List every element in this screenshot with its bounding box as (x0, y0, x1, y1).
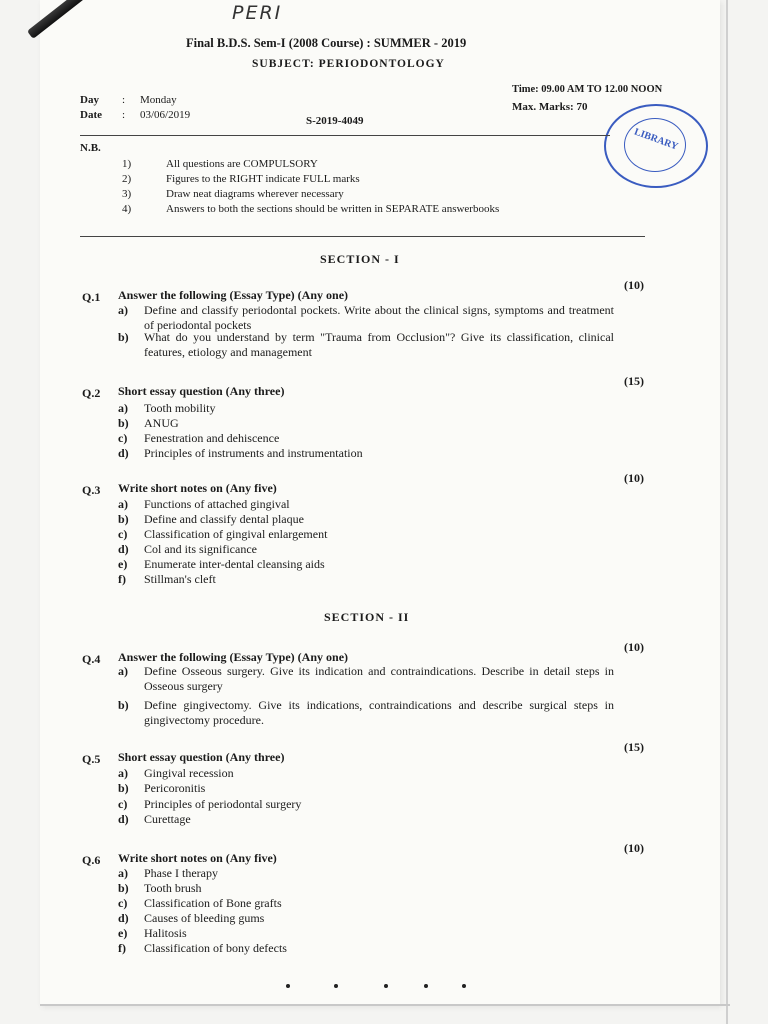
question-item (118, 797, 618, 812)
question-marks: (10) (624, 841, 644, 855)
stamp-text: LIBRARY (632, 126, 680, 153)
item-text: Tooth brush (144, 881, 202, 895)
item-text: What do you understand by term "Trauma from Occlusion"? Give its classification, clinical features, etiology and management (144, 330, 614, 359)
question-text: Short essay question (Any three) (118, 384, 285, 398)
exam-time: Time: 09.00 AM TO 12.00 NOON (512, 84, 663, 95)
page-edge (40, 1004, 730, 1006)
nb-label: N.B. (80, 142, 101, 154)
question-number: Q.4 (82, 652, 101, 666)
item-text: Gingival recession (144, 766, 234, 780)
item-label: e) (118, 926, 128, 940)
question-text: Answer the following (Essay Type) (Any one) (118, 650, 349, 664)
question-item (118, 527, 618, 542)
item-text: Stillman's cleft (144, 572, 216, 586)
question-marks: (15) (624, 374, 644, 388)
end-dot (424, 984, 428, 988)
question-item (118, 881, 618, 896)
nb-item-text: All questions are COMPULSORY (166, 158, 318, 170)
question-item (118, 911, 618, 926)
end-dot (286, 984, 290, 988)
divider (80, 135, 610, 136)
item-label: b) (118, 330, 129, 344)
nb-item-number: 4) (122, 203, 132, 215)
item-label: a) (118, 664, 128, 678)
question-item (118, 542, 618, 557)
item-label: d) (118, 446, 129, 460)
divider (80, 236, 645, 237)
page-edge (726, 0, 728, 1024)
question-number: Q.3 (82, 483, 101, 497)
item-text: Classification of Bone grafts (144, 896, 282, 910)
item-text: Causes of bleeding gums (144, 911, 265, 925)
section-2-title: SECTION - II (324, 610, 410, 624)
item-label: c) (118, 527, 128, 541)
item-text: Enumerate inter-dental cleansing aids (144, 557, 325, 571)
question-item (118, 416, 618, 431)
item-label: a) (118, 766, 128, 780)
question-marks: (15) (624, 740, 644, 754)
question-marks: (10) (624, 471, 644, 485)
item-label: c) (118, 896, 128, 910)
item-label: d) (118, 911, 129, 925)
item-label: b) (118, 698, 129, 712)
item-label: a) (118, 497, 128, 511)
nb-item-text: Draw neat diagrams wherever necessary (166, 188, 344, 200)
nb-item-number: 2) (122, 173, 132, 185)
item-label: c) (118, 797, 128, 811)
question-number: Q.1 (82, 290, 101, 304)
item-label: b) (118, 881, 129, 895)
nb-item-number: 3) (122, 188, 132, 200)
item-text: Tooth mobility (144, 401, 216, 415)
item-text: Principles of periodontal surgery (144, 797, 302, 811)
question-item (118, 557, 618, 572)
question-marks: (10) (624, 278, 644, 292)
item-label: f) (118, 572, 126, 586)
item-text: Col and its significance (144, 542, 257, 556)
date-label: Date (80, 109, 102, 121)
question-item (118, 812, 618, 827)
item-text: Fenestration and dehiscence (144, 431, 280, 445)
nb-item-number: 1) (122, 158, 132, 170)
question-text: Short essay question (Any three) (118, 750, 285, 764)
item-label: f) (118, 941, 126, 955)
item-text: Define Osseous surgery. Give its indication and contraindications. Describe in detail steps in Osseous surgery (144, 664, 614, 693)
item-text: ANUG (144, 416, 179, 430)
item-text: Classification of bony defects (144, 941, 287, 955)
day-value: Monday (140, 94, 177, 106)
max-marks: Max. Marks: 70 (512, 101, 588, 113)
item-label: a) (118, 303, 128, 317)
section-1-title: SECTION - I (320, 252, 400, 266)
question-item (118, 497, 618, 512)
handwritten-note: PERI (232, 2, 283, 24)
item-label: c) (118, 431, 128, 445)
nb-item-text: Figures to the RIGHT indicate FULL marks (166, 173, 360, 185)
paper-code: S-2019-4049 (306, 115, 364, 127)
question-number: Q.5 (82, 752, 101, 766)
item-label: a) (118, 401, 128, 415)
day-colon: : (122, 94, 126, 106)
question-text: Write short notes on (Any five) (118, 481, 277, 495)
exam-title: Final B.D.S. Sem-I (2008 Course) : SUMMER - 2019 (186, 36, 467, 50)
question-item (118, 512, 618, 527)
item-text: Principles of instruments and instrumentation (144, 446, 363, 460)
question-item (118, 446, 618, 461)
question-text: Answer the following (Essay Type) (Any one) (118, 288, 349, 302)
end-dot (384, 984, 388, 988)
question-item (118, 866, 618, 881)
end-dot (462, 984, 466, 988)
question-text: Write short notes on (Any five) (118, 851, 277, 865)
date-colon: : (122, 109, 126, 121)
question-item (118, 401, 618, 416)
question-item (118, 664, 618, 696)
item-label: b) (118, 512, 129, 526)
item-text: Phase I therapy (144, 866, 218, 880)
question-number: Q.6 (82, 853, 101, 867)
nb-item-text: Answers to both the sections should be written in SEPARATE answerbooks (166, 203, 500, 215)
item-label: a) (118, 866, 128, 880)
question-item (118, 781, 618, 796)
item-text: Halitosis (144, 926, 187, 940)
question-item (118, 431, 618, 446)
question-item (118, 572, 618, 587)
question-item (118, 926, 618, 941)
date-value: 03/06/2019 (140, 109, 191, 121)
day-label: Day (80, 94, 99, 106)
question-number: Q.2 (82, 386, 101, 400)
question-marks: (10) (624, 640, 644, 654)
question-item (118, 698, 618, 730)
item-label: e) (118, 557, 128, 571)
item-text: Define and classify periodontal pockets. Write about the clinical signs, symptoms and treatment of periodontal pockets (144, 303, 614, 332)
library-stamp (604, 104, 708, 188)
item-text: Functions of attached gingival (144, 497, 290, 511)
question-item (118, 941, 618, 956)
end-dot (334, 984, 338, 988)
item-text: Curettage (144, 812, 191, 826)
item-text: Classification of gingival enlargement (144, 527, 328, 541)
question-item (118, 330, 618, 362)
item-label: d) (118, 812, 129, 826)
item-label: b) (118, 416, 129, 430)
item-label: b) (118, 781, 129, 795)
item-text: Pericoronitis (144, 781, 206, 795)
exam-subject: SUBJECT: PERIODONTOLOGY (252, 58, 445, 70)
item-label: d) (118, 542, 129, 556)
item-text: Define gingivectomy. Give its indications, contraindications and describe surgical steps in gingivectomy procedure. (144, 698, 614, 727)
question-item (118, 896, 618, 911)
question-item (118, 766, 618, 781)
item-text: Define and classify dental plaque (144, 512, 304, 526)
